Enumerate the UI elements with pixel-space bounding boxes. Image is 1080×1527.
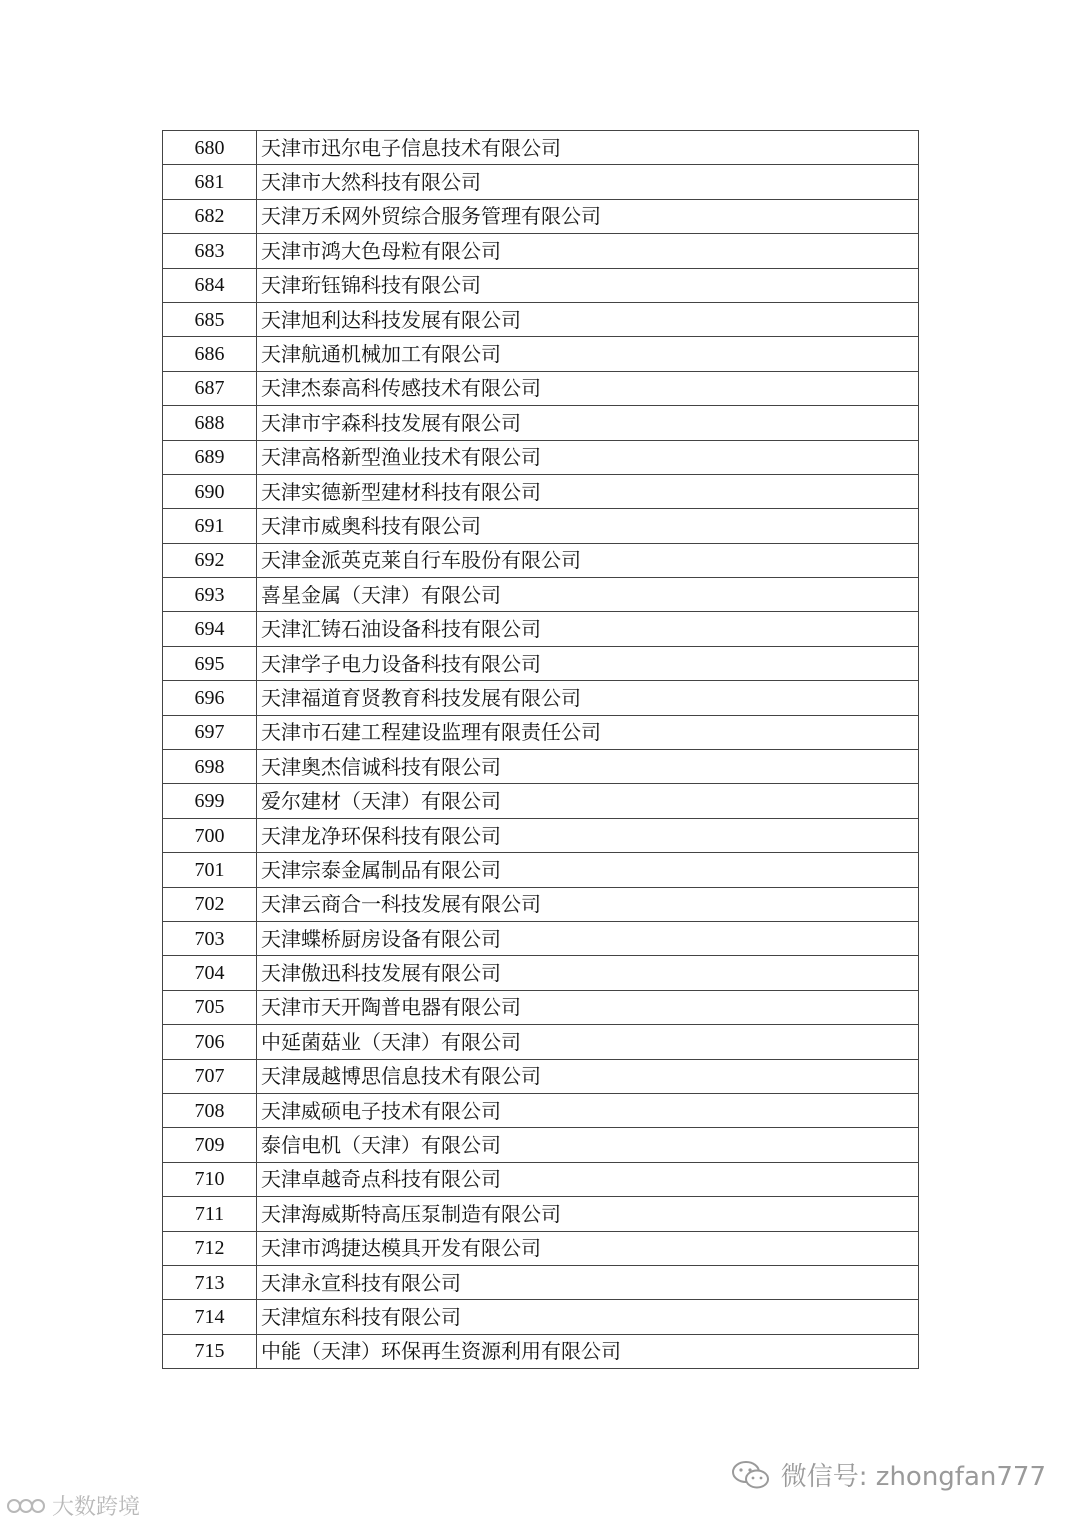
row-number-cell: 708	[163, 1093, 257, 1127]
table-row	[163, 406, 919, 440]
row-number-cell: 706	[163, 1025, 257, 1059]
row-number-cell: 715	[163, 1334, 257, 1368]
company-name-cell: 天津航通机械加工有限公司	[257, 337, 919, 371]
company-name-cell: 喜星金属（天津）有限公司	[257, 578, 919, 612]
row-number-cell: 680	[163, 131, 257, 165]
wechat-watermark	[731, 1456, 1046, 1493]
row-number-cell: 690	[163, 474, 257, 508]
company-name-cell: 天津云商合一科技发展有限公司	[257, 887, 919, 921]
company-name-cell: 天津奥杰信诚科技有限公司	[257, 750, 919, 784]
table-row	[163, 1059, 919, 1093]
table-body	[163, 131, 919, 1369]
table-row	[163, 612, 919, 646]
row-number-cell: 709	[163, 1128, 257, 1162]
company-name-cell: 天津市迅尔电子信息技术有限公司	[257, 131, 919, 165]
table-row	[163, 543, 919, 577]
company-name-cell: 爱尔建材（天津）有限公司	[257, 784, 919, 818]
company-name-cell: 天津汇铸石油设备科技有限公司	[257, 612, 919, 646]
row-number-cell: 711	[163, 1197, 257, 1231]
table-row	[163, 750, 919, 784]
row-number-cell: 689	[163, 440, 257, 474]
row-number-cell: 712	[163, 1231, 257, 1265]
company-name-cell: 天津市鸿大色母粒有限公司	[257, 234, 919, 268]
company-name-cell: 天津市鸿捷达模具开发有限公司	[257, 1231, 919, 1265]
table-row	[163, 956, 919, 990]
table-row	[163, 990, 919, 1024]
company-name-cell: 天津万禾网外贸综合服务管理有限公司	[257, 199, 919, 233]
company-name-cell: 天津金派英克莱自行车股份有限公司	[257, 543, 919, 577]
company-name-cell: 天津蝶桥厨房设备有限公司	[257, 921, 919, 955]
table-row	[163, 1300, 919, 1334]
row-number-cell: 692	[163, 543, 257, 577]
row-number-cell: 701	[163, 853, 257, 887]
row-number-cell: 710	[163, 1162, 257, 1196]
wechat-icon	[731, 1460, 771, 1490]
table-row	[163, 1128, 919, 1162]
row-number-cell: 684	[163, 268, 257, 302]
table-row	[163, 1231, 919, 1265]
company-name-cell: 天津市威奥科技有限公司	[257, 509, 919, 543]
row-number-cell: 698	[163, 750, 257, 784]
company-name-cell: 天津傲迅科技发展有限公司	[257, 956, 919, 990]
row-number-cell: 714	[163, 1300, 257, 1334]
row-number-cell: 696	[163, 681, 257, 715]
table-row	[163, 1197, 919, 1231]
table-row	[163, 302, 919, 336]
lens-icon	[6, 1495, 46, 1517]
row-number-cell: 683	[163, 234, 257, 268]
company-name-cell: 天津龙净环保科技有限公司	[257, 818, 919, 852]
table-row	[163, 681, 919, 715]
company-name-cell: 天津晟越博思信息技术有限公司	[257, 1059, 919, 1093]
company-name-cell: 中延菌菇业（天津）有限公司	[257, 1025, 919, 1059]
row-number-cell: 682	[163, 199, 257, 233]
row-number-cell: 695	[163, 646, 257, 680]
company-name-cell: 天津实德新型建材科技有限公司	[257, 474, 919, 508]
row-number-cell: 713	[163, 1265, 257, 1299]
company-name-cell: 天津市石建工程建设监理有限责任公司	[257, 715, 919, 749]
table-row	[163, 440, 919, 474]
table-row	[163, 1162, 919, 1196]
table-row	[163, 509, 919, 543]
company-list-table	[162, 130, 919, 1369]
row-number-cell: 687	[163, 371, 257, 405]
company-name-cell: 天津市天开陶普电器有限公司	[257, 990, 919, 1024]
row-number-cell: 691	[163, 509, 257, 543]
table-row	[163, 921, 919, 955]
table-row	[163, 474, 919, 508]
company-name-cell: 天津威硕电子技术有限公司	[257, 1093, 919, 1127]
company-name-cell: 天津永宣科技有限公司	[257, 1265, 919, 1299]
table-row	[163, 1265, 919, 1299]
corner-watermark	[6, 1490, 140, 1521]
row-number-cell: 697	[163, 715, 257, 749]
company-name-cell: 天津煊东科技有限公司	[257, 1300, 919, 1334]
row-number-cell: 700	[163, 818, 257, 852]
corner-watermark-text: 大数跨境	[52, 1495, 141, 1520]
table-row	[163, 578, 919, 612]
row-number-cell: 705	[163, 990, 257, 1024]
company-name-cell: 中能（天津）环保再生资源利用有限公司	[257, 1334, 919, 1368]
table-row	[163, 371, 919, 405]
company-name-cell: 泰信电机（天津）有限公司	[257, 1128, 919, 1162]
wechat-id-text: 微信号: zhongfan777	[780, 1462, 1046, 1492]
row-number-cell: 702	[163, 887, 257, 921]
table-row	[163, 818, 919, 852]
company-name-cell: 天津学子电力设备科技有限公司	[257, 646, 919, 680]
table-row	[163, 165, 919, 199]
row-number-cell: 693	[163, 578, 257, 612]
row-number-cell: 688	[163, 406, 257, 440]
table-row	[163, 887, 919, 921]
company-name-cell: 天津海威斯特高压泵制造有限公司	[257, 1197, 919, 1231]
company-name-cell: 天津杰泰高科传感技术有限公司	[257, 371, 919, 405]
row-number-cell: 681	[163, 165, 257, 199]
table-row	[163, 715, 919, 749]
company-name-cell: 天津宗泰金属制品有限公司	[257, 853, 919, 887]
row-number-cell: 704	[163, 956, 257, 990]
table-row	[163, 1334, 919, 1368]
table-row	[163, 131, 919, 165]
company-name-cell: 天津市宇森科技发展有限公司	[257, 406, 919, 440]
row-number-cell: 699	[163, 784, 257, 818]
company-name-cell: 天津高格新型渔业技术有限公司	[257, 440, 919, 474]
table-row	[163, 268, 919, 302]
row-number-cell: 686	[163, 337, 257, 371]
company-name-cell: 天津珩钰锦科技有限公司	[257, 268, 919, 302]
table-row	[163, 646, 919, 680]
row-number-cell: 694	[163, 612, 257, 646]
table-row	[163, 337, 919, 371]
row-number-cell: 685	[163, 302, 257, 336]
table-row	[163, 853, 919, 887]
row-number-cell: 707	[163, 1059, 257, 1093]
company-name-cell: 天津旭利达科技发展有限公司	[257, 302, 919, 336]
table-row	[163, 1025, 919, 1059]
table-row	[163, 784, 919, 818]
company-name-cell: 天津卓越奇点科技有限公司	[257, 1162, 919, 1196]
table-row	[163, 234, 919, 268]
row-number-cell: 703	[163, 921, 257, 955]
table-row	[163, 199, 919, 233]
table-row	[163, 1093, 919, 1127]
company-name-cell: 天津福道育贤教育科技发展有限公司	[257, 681, 919, 715]
company-name-cell: 天津市大然科技有限公司	[257, 165, 919, 199]
